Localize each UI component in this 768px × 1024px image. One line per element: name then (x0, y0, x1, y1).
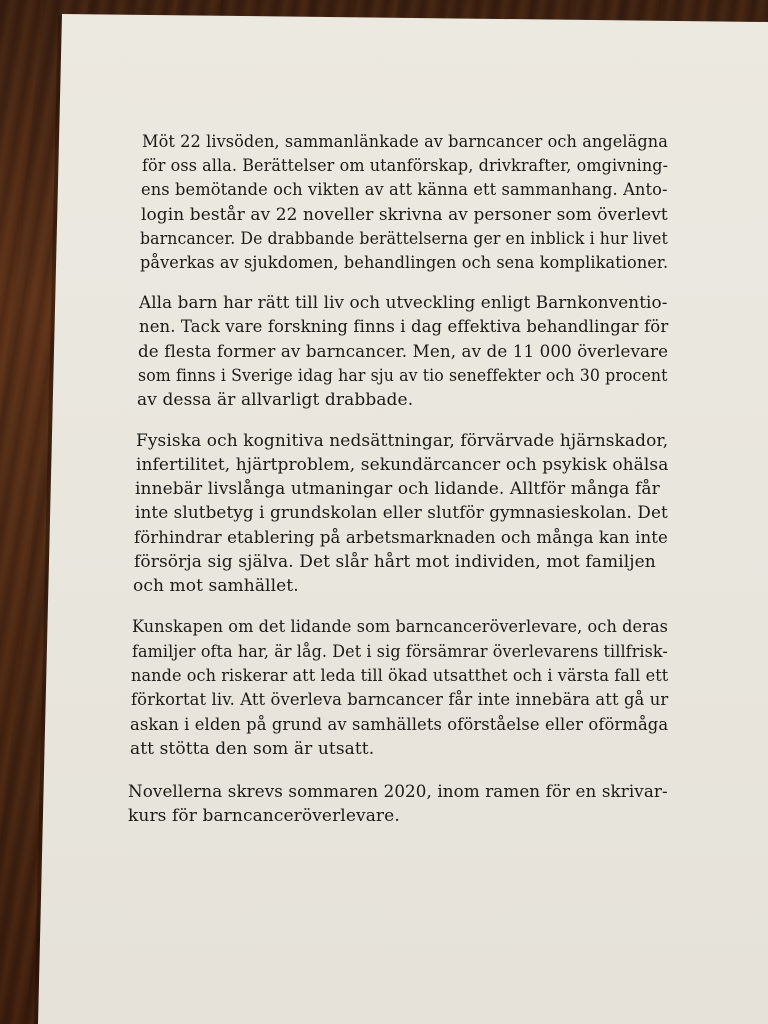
paragraph-3-line-3: innebär livslånga utmaningar och lidande. Alltför många får (135, 479, 660, 499)
paragraph-3-line-5: förhindrar etablering på arbetsmarknaden och många kan inte (134, 528, 668, 548)
paragraph-2-line-2: nen. Tack vare forskning finns i dag effektiva behandlingar för (139, 317, 669, 337)
paragraph-1-line-5: barncancer. De drabbande berättelserna ger en inblick i hur livet (140, 229, 668, 249)
paragraph-2-line-4: som finns i Sverige idag har sju av tio seneffekter och 30 procent (138, 366, 668, 386)
paragraph-1-line-6: påverkas av sjukdomen, behandlingen och sena komplikationer. (140, 253, 669, 273)
paragraph-4-line-5: askan i elden på grund av samhällets oförståelse eller oförmåga (130, 715, 669, 735)
paragraph-3-line-6: försörja sig själva. Det slår hårt mot individen, mot familjen (134, 552, 656, 572)
paragraph-3-line-4: inte slutbetyg i grundskolan eller slutför gymnasieskolan. Det (135, 503, 668, 523)
paragraph-5-line-1: Novellerna skrevs sommaren 2020, inom ramen för en skrivar- (128, 782, 668, 802)
paragraph-2-line-5: av dessa är allvarligt drabbade. (137, 390, 414, 410)
paragraph-3-line-7: och mot samhället. (133, 576, 299, 596)
paragraph-2-line-3: de flesta former av barncancer. Men, av de 11 000 överlevare (138, 342, 669, 362)
paragraph-1-line-3: ens bemötande och vikten av att känna ett sammanhang. Anto- (141, 180, 668, 200)
paragraph-3-line-1: Fysiska och kognitiva nedsättningar, förvärvade hjärnskador, (136, 431, 669, 451)
paragraph-1-line-1: Möt 22 livsöden, sammanlänkade av barncancer och angelägna (142, 132, 668, 152)
paragraph-4-line-3: nande och riskerar att leda till ökad utsatthet och i värsta fall ett (131, 666, 669, 686)
paragraph-5-line-2: kurs för barncanceröverlevare. (128, 806, 400, 826)
paragraph-4-line-4: förkortat liv. Att överleva barncancer får inte innebära att gå ur (131, 690, 669, 710)
paragraph-3-line-2: infertilitet, hjärtproblem, sekundärcancer och psykisk ohälsa (136, 455, 669, 475)
paragraph-1-line-2: för oss alla. Berättelser om utanförskap, drivkrafter, omgivning- (142, 156, 669, 176)
paragraph-4-line-2: familjer ofta har, är låg. Det i sig försämrar överlevarens tillfrisk- (132, 642, 668, 662)
paragraph-1-line-4: login består av 22 noveller skrivna av personer som överlevt (141, 205, 668, 225)
paragraph-2-line-1: Alla barn har rätt till liv och utveckling enligt Barnkonventio- (139, 293, 668, 313)
paragraph-4-line-6: att stötta den som är utsatt. (130, 739, 375, 759)
paragraph-4-line-1: Kunskapen om det lidande som barncanceröverlevare, och deras (132, 617, 669, 637)
